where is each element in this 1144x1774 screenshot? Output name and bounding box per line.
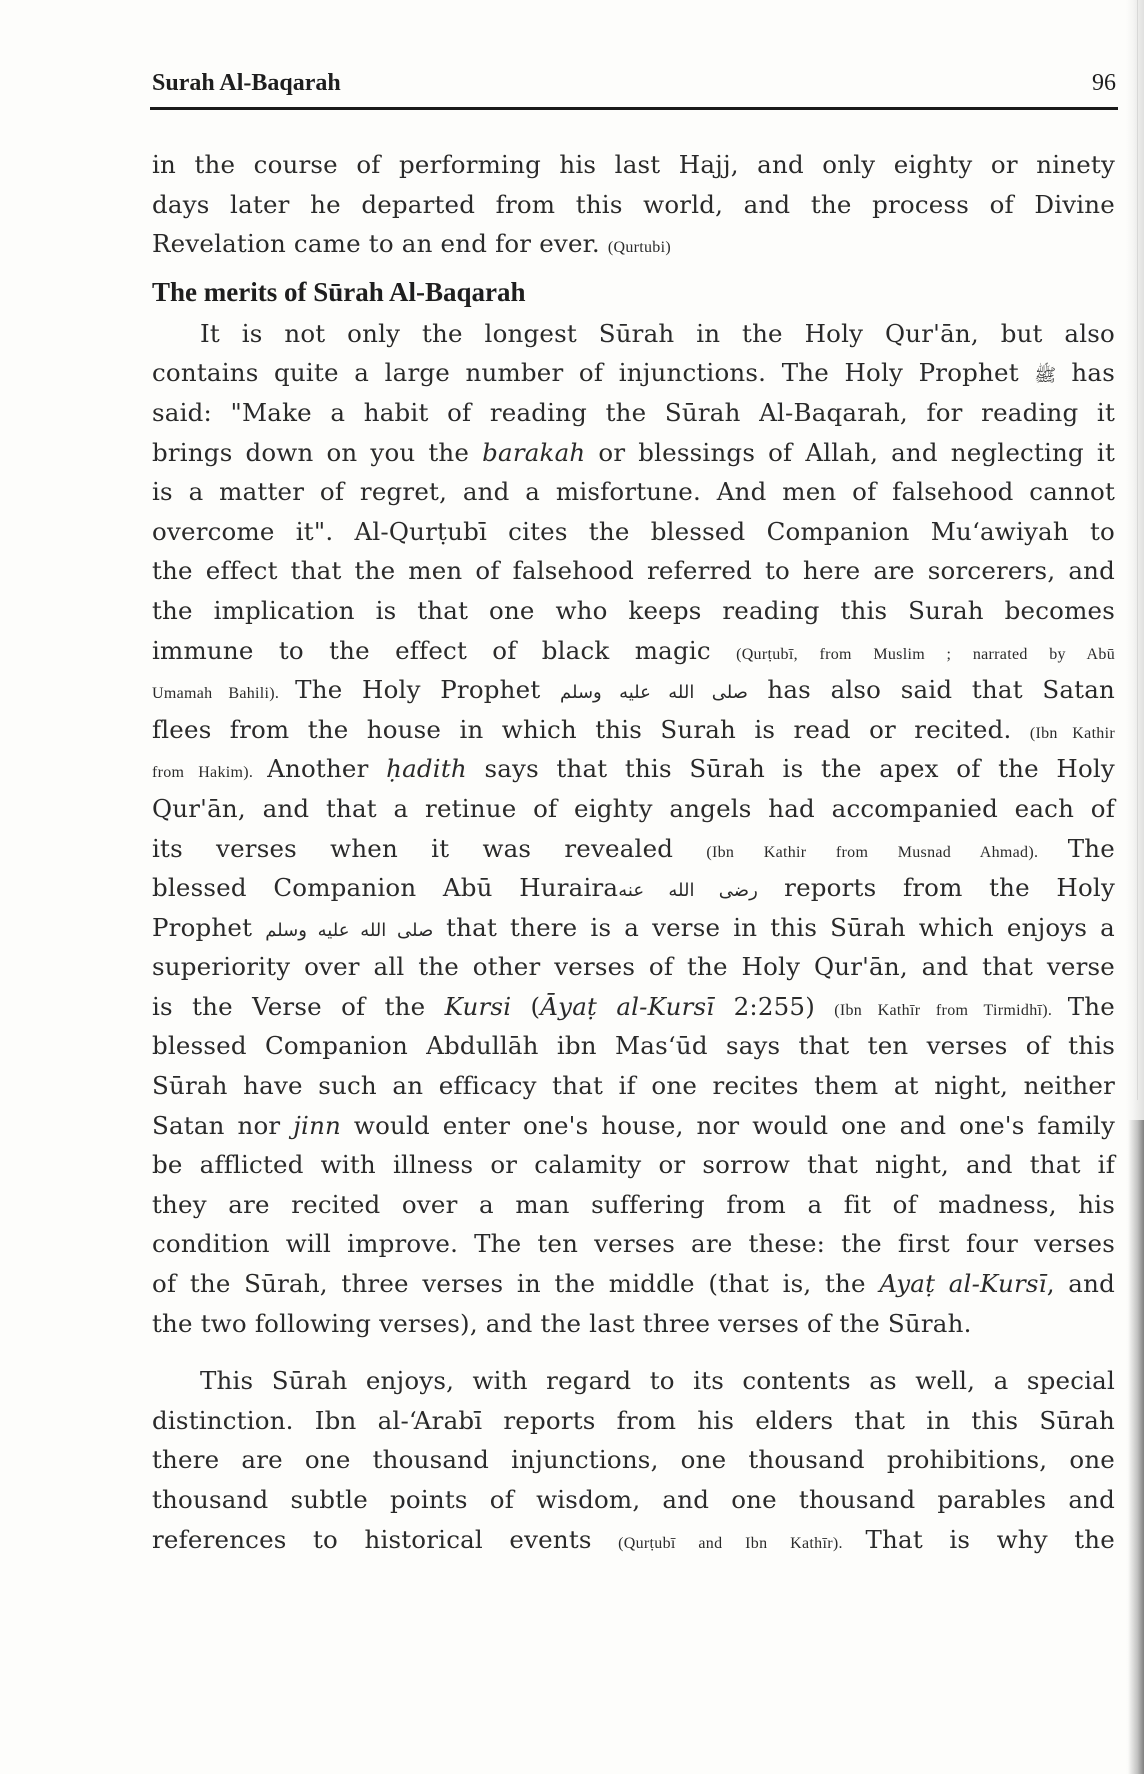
text-run: or blessings of Allah, and neglecting it xyxy=(585,437,1116,467)
text-line xyxy=(152,353,1115,393)
citation: (Qurṭubī, from Muslim ; narrated by Abū xyxy=(736,645,1115,663)
text-line xyxy=(152,987,1115,1027)
text-line xyxy=(152,1304,1115,1344)
text-line xyxy=(152,1361,1115,1401)
italic-term: Āyaṭ al-Kursī xyxy=(540,991,715,1021)
text-run: Prophet xyxy=(152,912,266,942)
italic-term: Kursi xyxy=(444,991,512,1021)
text-line xyxy=(152,749,1115,789)
italic-term: barakah xyxy=(482,437,586,467)
text-run: , and xyxy=(1046,1269,1115,1299)
arabic-honorific: صلى الله عليه وسلم xyxy=(265,919,434,941)
arabic-honorific: صلى الله عليه وسلم xyxy=(560,682,748,704)
text-run: blessed Companion Abū Huraira xyxy=(152,873,619,903)
text-line xyxy=(152,1026,1115,1066)
text-run: blessed Companion Abdullāh ibn Mas‘ūd says that ten verses of this xyxy=(152,1031,1115,1061)
arabic-honorific: رضى الله عنه xyxy=(618,880,758,902)
text-line xyxy=(152,551,1115,591)
text-line xyxy=(152,947,1115,987)
text-line xyxy=(152,1401,1115,1441)
section-heading: The merits of Sūrah Al-Baqarah xyxy=(152,276,526,307)
text-line xyxy=(152,710,1115,750)
text-run: days later he departed from this world, and the process of Divine xyxy=(152,189,1115,219)
text-run: is the Verse of the xyxy=(152,991,445,1021)
text-run: brings down on you the xyxy=(152,437,483,467)
running-head-title: Surah Al-Baqarah xyxy=(152,70,341,96)
text-line xyxy=(152,631,1115,671)
text-run: ( xyxy=(511,991,541,1021)
text-run: immune to the effect of black magic xyxy=(152,635,737,665)
text-run: be afflicted with illness or calamity or sorrow that night, and that if xyxy=(152,1150,1115,1180)
text-run: in the course of performing his last Hajj, and only eighty or ninety xyxy=(152,150,1115,179)
citation: from Hakim). xyxy=(152,764,268,782)
text-run: distinction. Ibn al-‘Arabī reports from his elders that in this Sūrah xyxy=(152,1405,1115,1435)
text-line xyxy=(152,1264,1115,1304)
text-run: references to historical events xyxy=(152,1524,619,1554)
citation: (Qurtubi) xyxy=(607,239,671,257)
text-line xyxy=(152,393,1115,433)
italic-term: jinn xyxy=(293,1110,342,1140)
text-run: the effect that the men of falsehood referred to here are sorcerers, and xyxy=(152,556,1115,586)
text-line xyxy=(152,670,1115,710)
paragraph-gap xyxy=(152,1343,1115,1361)
italic-term: ḥadith xyxy=(386,754,467,784)
text-run: The xyxy=(1067,833,1115,863)
text-line xyxy=(152,1224,1115,1264)
citation: (Ibn Kathir xyxy=(1029,724,1115,742)
text-line xyxy=(152,185,1115,225)
text-run: the implication is that one who keeps reading this Surah becomes xyxy=(152,595,1115,625)
text-run: 2:255) xyxy=(714,991,835,1021)
text-run: that there is a verse in this Sūrah which enjoys a xyxy=(433,912,1115,942)
text-run: The xyxy=(1067,991,1115,1021)
text-line xyxy=(152,145,1115,185)
text-line xyxy=(152,789,1115,829)
citation: Umamah Bahili). xyxy=(152,685,296,703)
citation: (Ibn Kathīr from Tirmidhī). xyxy=(834,1001,1068,1019)
italic-term: Ayaṭ al-Kursī xyxy=(879,1269,1047,1299)
body-text xyxy=(152,145,1115,1559)
text-line xyxy=(152,829,1115,869)
text-run: It is not only the longest Sūrah in the Holy Qur'ān, but also xyxy=(200,318,1115,348)
text-run: The Holy Prophet xyxy=(295,675,561,705)
book-spine-shadow xyxy=(1128,1120,1144,1774)
text-line xyxy=(152,908,1115,948)
citation: (Qurṭubī and Ibn Kathīr). xyxy=(618,1534,866,1552)
text-line xyxy=(152,433,1115,473)
text-run: thousand subtle points of wisdom, and one thousand parables and xyxy=(152,1485,1115,1514)
page-number: 96 xyxy=(1092,70,1116,96)
text-run: is a matter of regret, and a misfortune. And men of falsehood cannot xyxy=(152,477,1115,507)
citation: (Ibn Kathir from Musnad Ahmad). xyxy=(706,843,1068,861)
text-run: would enter one's house, nor would one and one's family xyxy=(341,1110,1115,1140)
text-run: said: "Make a habit of reading the Sūrah Al-Baqarah, for reading it xyxy=(152,397,1115,427)
text-run: flees from the house in which this Surah is read or recited. xyxy=(152,714,1030,744)
text-run: has xyxy=(1056,358,1115,388)
text-run: Satan nor xyxy=(152,1110,294,1140)
text-run: superiority over all the other verses of the Holy Qur'ān, and that verse xyxy=(152,952,1115,982)
text-line xyxy=(152,314,1115,354)
text-line xyxy=(152,472,1115,512)
text-run: the two following verses), and the last three verses of the Sūrah. xyxy=(152,1308,972,1338)
text-run: says that this Sūrah is the apex of the Holy xyxy=(466,754,1115,784)
text-run: has also said that Satan xyxy=(747,675,1116,705)
text-line xyxy=(152,1106,1115,1146)
text-run: overcome it". Al-Qurṭubī cites the blessed Companion Mu‘awiyah to xyxy=(152,516,1115,546)
text-line xyxy=(152,1440,1115,1480)
text-run: they are recited over a man suffering from a fit of madness, his xyxy=(152,1189,1115,1219)
text-run: Another xyxy=(267,754,387,784)
header-rule xyxy=(150,107,1118,110)
text-run: Revelation came to an end for ever. xyxy=(152,229,608,259)
text-line xyxy=(152,1145,1115,1185)
text-line xyxy=(152,1520,1115,1560)
text-run: there are one thousand injunctions, one thousand prohibitions, one xyxy=(152,1445,1115,1475)
text-run: condition will improve. The ten verses are these: the first four verses xyxy=(152,1229,1115,1259)
text-run: contains quite a large number of injunctions. The Holy Prophet xyxy=(152,358,1035,388)
text-run: That is why the xyxy=(865,1524,1115,1554)
running-head xyxy=(152,70,1118,106)
text-line xyxy=(152,1480,1115,1520)
text-line xyxy=(152,224,1115,264)
text-line xyxy=(152,868,1115,908)
text-run: its verses when it was revealed xyxy=(152,833,707,863)
text-run: Sūrah have such an efficacy that if one recites them at night, neither xyxy=(152,1071,1115,1101)
text-line xyxy=(152,1185,1115,1225)
text-line xyxy=(152,512,1115,552)
text-run: This Sūrah enjoys, with regard to its contents as well, a special xyxy=(200,1366,1115,1396)
arabic-honorific: ﷺ xyxy=(1034,365,1057,387)
text-run: reports from the Holy xyxy=(757,873,1115,903)
text-run: of the Sūrah, three verses in the middle (that is, the xyxy=(152,1269,880,1299)
text-line xyxy=(152,1066,1115,1106)
text-line xyxy=(152,591,1115,631)
text-run: Qur'ān, and that a retinue of eighty angels had accompanied each of xyxy=(152,793,1115,823)
